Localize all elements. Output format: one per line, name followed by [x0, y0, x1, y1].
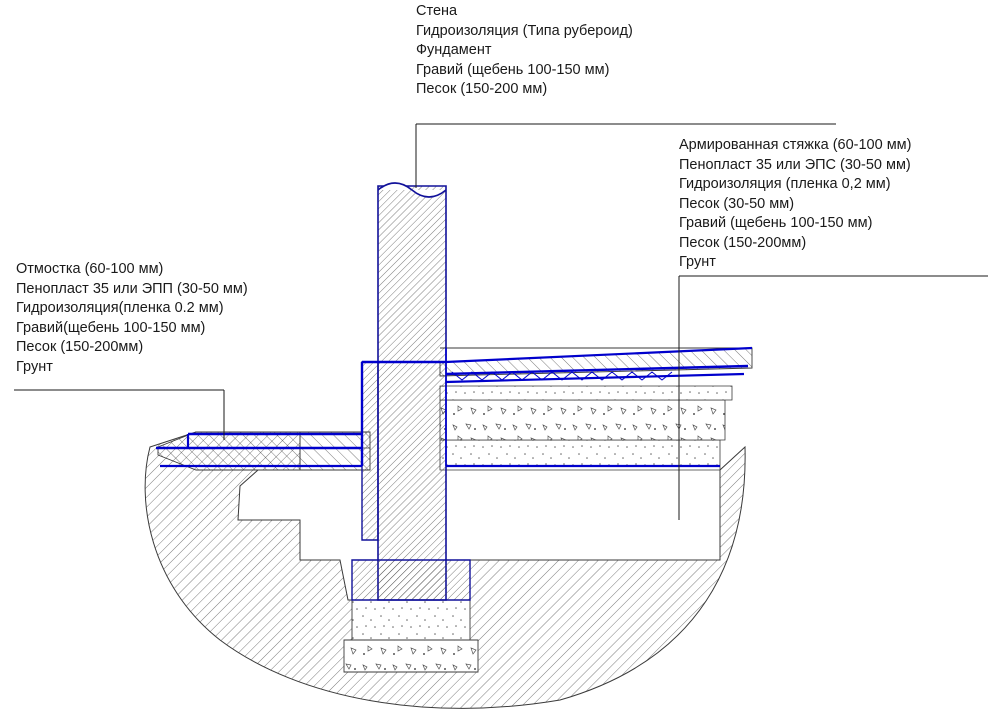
blind-area-callout	[16, 260, 248, 377]
floor-callout	[679, 136, 911, 273]
floor-callout-line-2: Пенопласт 35 или ЭПС (30-50 мм)	[679, 156, 911, 173]
floor-callout-line-4: Песок (30-50 мм)	[679, 195, 795, 212]
blind-area-layers	[158, 432, 370, 470]
wall-callout	[416, 2, 633, 100]
blind-area-callout-line-6: Грунт	[16, 358, 53, 375]
footing-bedding	[344, 600, 478, 672]
floor-callout-line-3: Гидроизоляция (пленка 0,2 мм)	[679, 176, 891, 192]
wall-callout-line-2: Гидроизоляция (Типа рубероид)	[416, 22, 633, 39]
wall-callout-line-3: Фундамент	[416, 42, 492, 58]
blind-area-callout-line-5: Песок (150-200мм)	[16, 339, 144, 355]
floor-callout-line-5: Гравий (щебень 100-150 мм)	[679, 215, 873, 231]
floor-callout-line-6: Песок (150-200мм)	[679, 234, 807, 251]
wall-callout-line-5: Песок (150-200 мм)	[416, 81, 548, 97]
floor-callout-line-1: Армированная стяжка (60-100 мм)	[679, 137, 912, 153]
floor-callout-line-7: Грунт	[679, 254, 716, 270]
wall-callout-line-4: Гравий (щебень 100-150 мм)	[416, 61, 610, 78]
wall-callout-line-1: Стена	[416, 3, 458, 19]
blind-area-callout-line-1: Отмостка (60-100 мм)	[16, 261, 164, 277]
blind-area-callout-line-2: Пенопласт 35 или ЭПП (30-50 мм)	[16, 280, 248, 297]
blind-area-callout-line-4: Гравий(щебень 100-150 мм)	[16, 319, 206, 336]
blind-area-callout-line-3: Гидроизоляция(пленка 0.2 мм)	[16, 300, 224, 316]
